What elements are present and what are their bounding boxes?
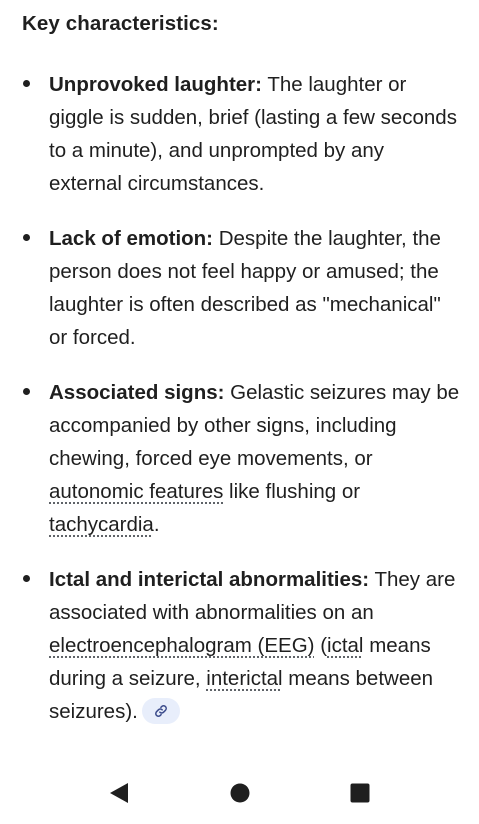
item-text: means during a seizure, [49,634,431,690]
list-item-unprovoked-laughter [49,68,461,200]
list-item-lack-of-emotion [49,222,461,354]
definition-link-eeg[interactable]: electroencephalogram (EEG) [49,634,315,657]
item-text: . [153,513,160,536]
link-icon [154,704,168,718]
item-text: means between seizures). [49,667,434,723]
item-term: Ictal and interictal abnormalities: [49,568,370,591]
system-navigation-bar [0,762,479,824]
definition-link-tachycardia[interactable]: tachycardia [49,513,154,536]
item-text: Despite the laughter, the person does not feel happy or amused; the laughter is often described as "mechanical" or forced. [49,227,441,349]
bullet-icon [23,234,30,241]
recents-square-icon [349,782,371,804]
item-text: ( [314,634,328,657]
item-text: Gelastic seizures may be accompanied by other signs, including chewing, forced eye movements, or [49,381,460,470]
list-item-associated-signs [49,376,461,541]
definition-link-ictal[interactable]: ictal [327,634,364,657]
item-term: Associated signs: [49,381,225,404]
back-button[interactable] [104,778,134,808]
source-link-chip[interactable] [142,698,180,724]
definition-link-autonomic-features[interactable]: autonomic features [49,480,224,503]
bullet-icon [23,80,30,87]
section-heading: Key characteristics: [22,12,219,35]
item-term: Unprovoked laughter: [49,73,262,96]
home-button[interactable] [225,778,255,808]
definition-link-interictal[interactable]: interictal [206,667,283,690]
item-text: The laughter or giggle is sudden, brief (lasting a few seconds to a minute), and unprompted by any external circumstances. [49,73,457,195]
bullet-icon [23,575,30,582]
list-item-ictal-interictal [49,563,461,728]
item-text: like flushing or [223,480,361,503]
home-circle-icon [229,782,251,804]
item-text: They are associated with abnormalities on an [49,568,456,624]
back-triangle-icon [108,781,130,805]
bullet-icon [23,388,30,395]
recents-button[interactable] [345,778,375,808]
item-term: Lack of emotion: [49,227,214,250]
